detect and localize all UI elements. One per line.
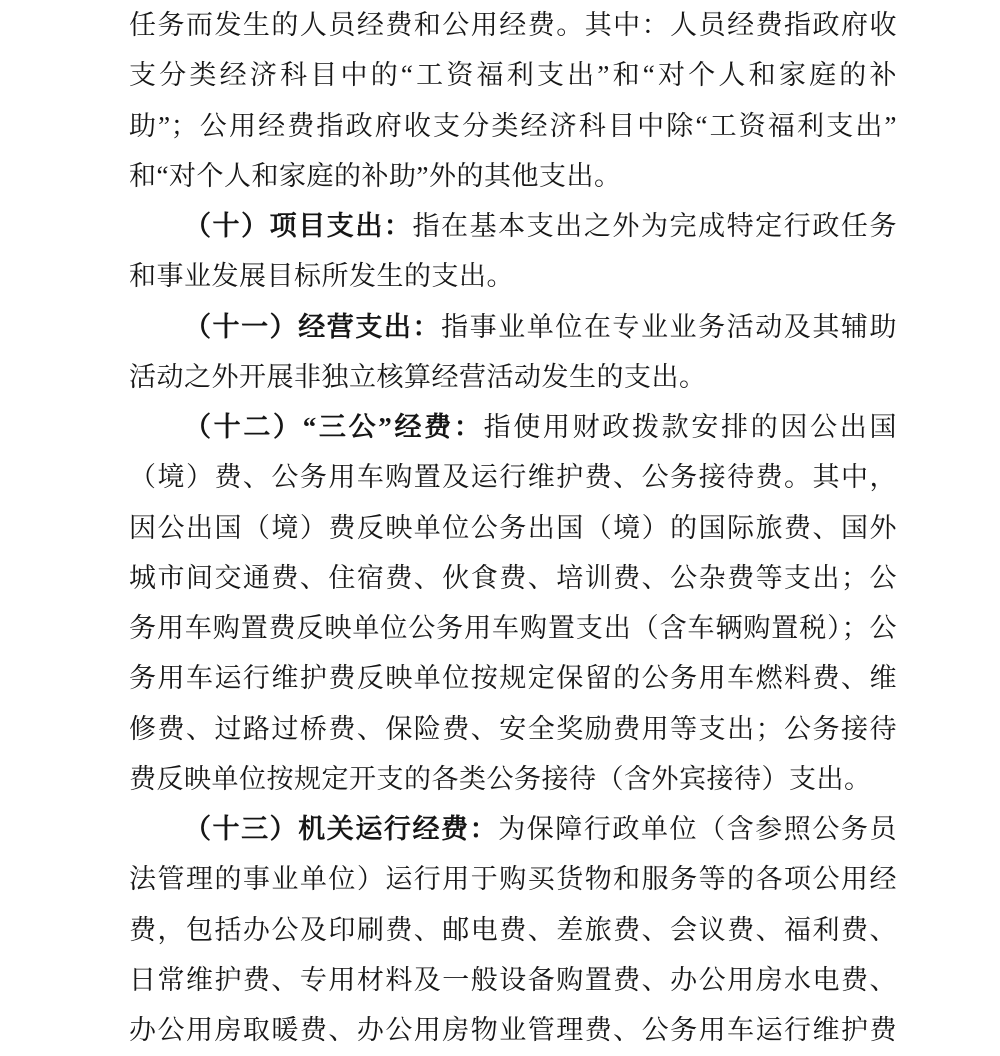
term-label: （十三）机关运行经费： xyxy=(184,814,499,844)
text-line xyxy=(129,151,897,201)
text-line xyxy=(129,854,897,904)
body-text: 指事业单位在专业业务活动及其辅助 xyxy=(441,311,897,342)
body-text: 指在基本支出之外为完成特定行政任务 xyxy=(412,211,897,241)
body-text: 修费、过路过桥费、保险费、安全奖励费用等支出；公务接待 xyxy=(129,713,897,744)
text-line xyxy=(129,754,897,804)
body-text: 务用车运行维护费反映单位按规定保留的公务用车燃料费、维 xyxy=(129,663,897,694)
body-text: 因公出国（境）费反映单位公务出国（境）的国际旅费、国外 xyxy=(129,512,897,543)
term-label: （十）项目支出： xyxy=(184,211,413,241)
body-text: 和“对个人和家庭的补助”外的其他支出。 xyxy=(129,160,622,191)
text-line xyxy=(129,452,897,502)
body-text: 支分类经济科目中的“工资福利支出”和“对个人和家庭的补 xyxy=(129,60,897,91)
text-line xyxy=(129,804,897,854)
body-text: 为保障行政单位（含参照公务员 xyxy=(498,814,897,844)
body-text: 费，包括办公及印刷费、邮电费、差旅费、会议费、福利费、 xyxy=(129,914,897,945)
body-text: 任务而发生的人员经费和公用经费。其中：人员经费指政府收 xyxy=(129,10,897,40)
text-line xyxy=(129,101,897,151)
text-line xyxy=(129,905,897,955)
text-line xyxy=(129,704,897,754)
term-label: （十二）“三公”经费： xyxy=(184,412,484,442)
body-text: 活动之外开展非独立核算经营活动发生的支出。 xyxy=(129,361,707,392)
body-text: 法管理的事业单位）运行用于购买货物和服务等的各项公用经 xyxy=(129,864,897,895)
text-line xyxy=(129,0,897,50)
text-line xyxy=(129,603,897,653)
body-text: 助”；公用经费指政府收支分类经济科目中除“工资福利支出” xyxy=(129,110,897,141)
body-text: 指使用财政拨款安排的因公出国 xyxy=(483,412,897,442)
text-line xyxy=(129,402,897,452)
text-line xyxy=(129,553,897,603)
body-text: 务用车购置费反映单位公务用车购置支出（含车辆购置税）；公 xyxy=(129,613,897,643)
body-text: 日常维护费、专用材料及一般设备购置费、办公用房水电费、 xyxy=(129,964,897,995)
text-line xyxy=(129,352,897,402)
term-label: （十一）经营支出： xyxy=(184,311,442,342)
body-text: （境）费、公务用车购置及运行维护费、公务接待费。其中， xyxy=(129,462,897,493)
text-line xyxy=(129,955,897,1005)
document-body xyxy=(129,0,897,1055)
body-text: 城市间交通费、住宿费、伙食费、培训费、公杂费等支出；公 xyxy=(129,562,897,593)
text-line xyxy=(129,1005,897,1055)
text-line xyxy=(129,201,897,251)
body-text: 办公用房取暖费、办公用房物业管理费、公务用车运行维护费 xyxy=(129,1015,897,1045)
text-line xyxy=(129,653,897,703)
text-line xyxy=(129,503,897,553)
body-text: 和事业发展目标所发生的支出。 xyxy=(129,261,514,292)
text-line xyxy=(129,50,897,100)
text-line xyxy=(129,302,897,352)
body-text: 费反映单位按规定开支的各类公务接待（含外宾接待）支出。 xyxy=(129,763,872,794)
text-line xyxy=(129,251,897,301)
